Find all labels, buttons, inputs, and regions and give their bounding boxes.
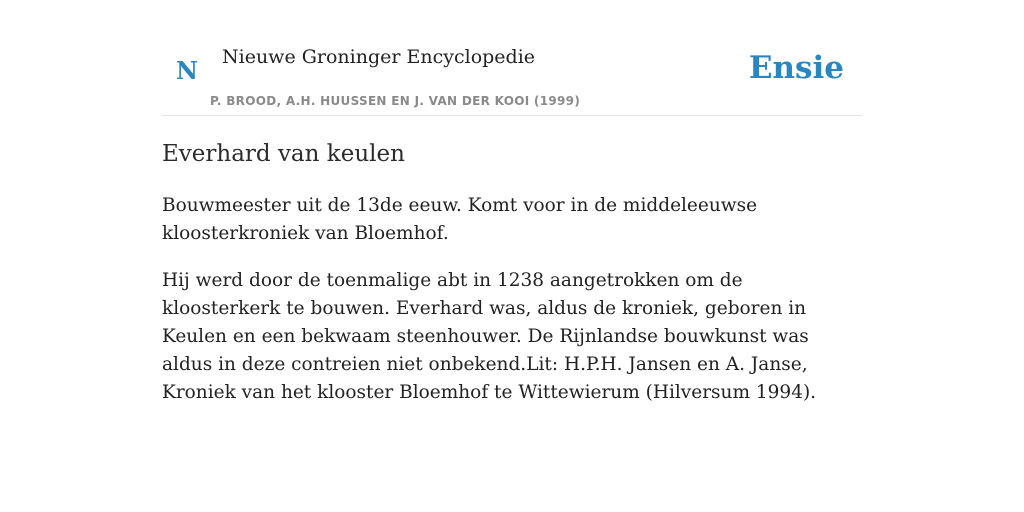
entry-paragraph: Bouwmeester uit de 13de eeuw. Komt voor in de middeleeuwse kloosterkroniek van Bloemhof. [162, 195, 758, 244]
entry-paragraph: Hij werd door de toenmalige abt in 1238 aangetrokken om de kloosterkerk te bouwen. Everhard was, aldus de kroniek, geboren in Keulen en een bekwaam steenhouwer. De Rijnlandse bouwkunst was aldus in deze contreien niet onbekend.Lit: H.P.H. Jansen en A. Janse, Kroniek van het klooster Bloemhof te Wittewierum (Hilversum 1994). [162, 270, 817, 403]
book-logo-link[interactable]: N [176, 56, 198, 85]
entry-title: Everhard van keulen [162, 141, 405, 167]
brand-logo-link[interactable]: Ensie [748, 50, 844, 86]
entry-content [162, 138, 852, 426]
book-title[interactable]: Nieuwe Groninger Encyclopedie [222, 46, 536, 68]
book-header [162, 40, 862, 116]
book-authors: P. BROOD, A.H. HUUSSEN EN J. VAN DER KOOI (1999) [210, 94, 581, 108]
